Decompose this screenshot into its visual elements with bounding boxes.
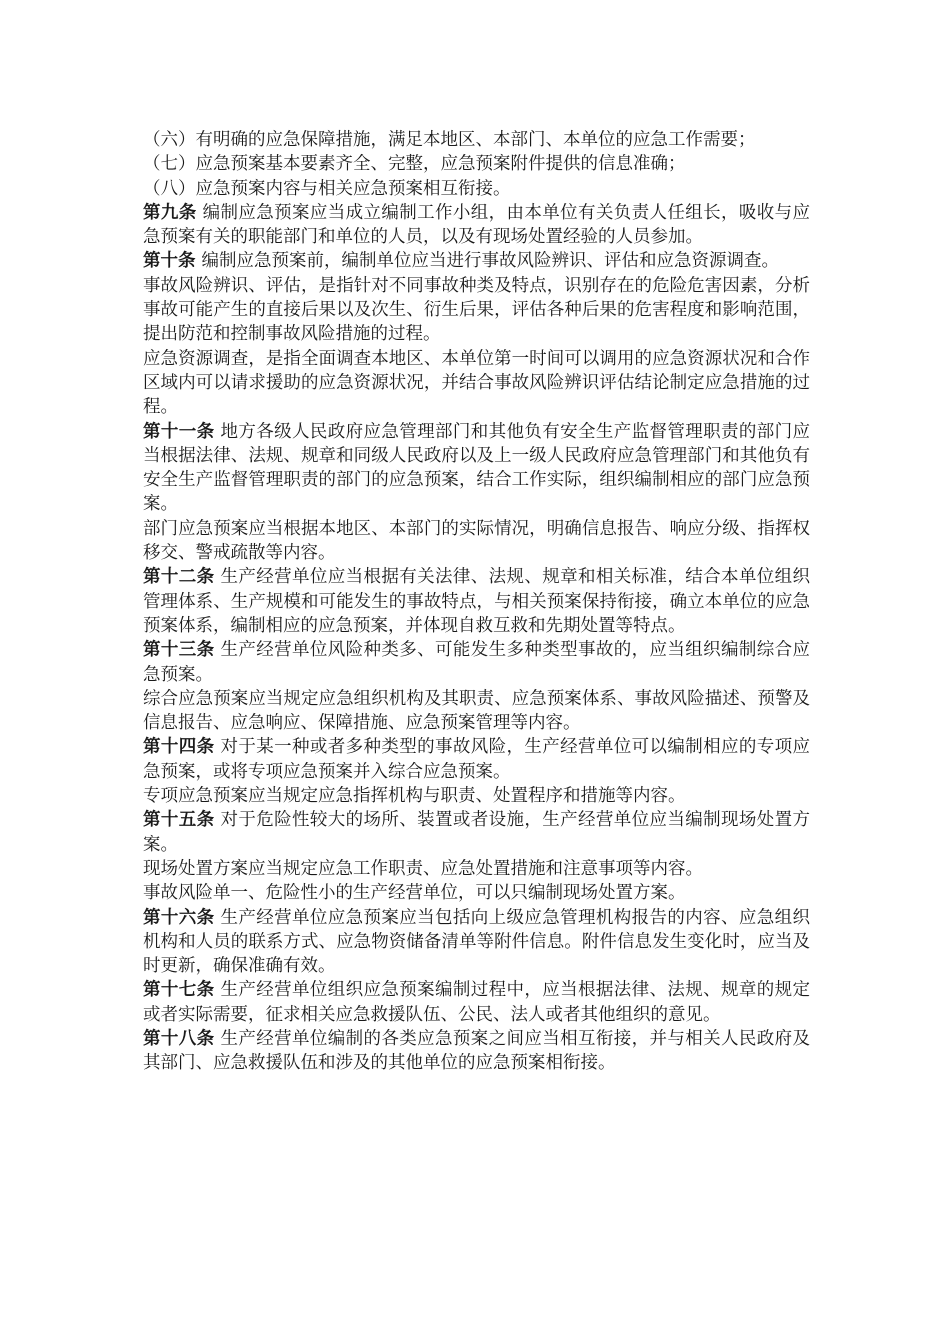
article-number: 第十条 (143, 251, 196, 272)
paragraph-text: 部门应急预案应当根据本地区、本部门的实际情况，明确信息报告、响应分级、指挥权移交、警戒疏散等内容。 (143, 518, 810, 564)
paragraph-text: 专项应急预案应当规定应急指挥机构与职责、处置程序和措施等内容。 (143, 786, 686, 807)
body-paragraph (143, 517, 810, 566)
article-paragraph (143, 638, 810, 687)
article-number: 第十二条 (143, 567, 215, 588)
body-paragraph (143, 274, 810, 347)
document-body (143, 128, 810, 1076)
body-paragraph (143, 857, 810, 881)
article-paragraph (143, 201, 810, 250)
paragraph-text: 编制应急预案应当成立编制工作小组，由本单位有关负责人任组长，吸收与应急预案有关的职能部门和单位的人员，以及有现场处置经验的人员参加。 (143, 202, 810, 248)
article-paragraph (143, 249, 810, 273)
body-paragraph (143, 152, 810, 176)
paragraph-text: 生产经营单位风险种类多、可能发生多种类型事故的，应当组织编制综合应急预案。 (143, 640, 810, 685)
article-paragraph (143, 565, 810, 638)
paragraph-text: 应急资源调查，是指全面调查本地区、本单位第一时间可以调用的应急资源状况和合作区域内可以请求援助的应急资源状况，并结合事故风险辨识评估结论制定应急措施的过程。 (143, 348, 810, 418)
paragraph-text: 事故风险单一、危险性小的生产经营单位，可以只编制现场处置方案。 (143, 883, 686, 904)
article-paragraph (143, 420, 810, 517)
paragraph-text: 生产经营单位编制的各类应急预案之间应当相互衔接，并与相关人民政府及其部门、应急救援队伍和涉及的其他单位的应急预案相衔接。 (143, 1028, 810, 1074)
paragraph-text: （七）应急预案基本要素齐全、完整，应急预案附件提供的信息准确； (143, 154, 686, 175)
paragraph-text: 生产经营单位应当根据有关法律、法规、规章和相关标准，结合本单位组织管理体系、生产规模和可能发生的事故特点，与相关预案保持衔接，确立本单位的应急预案体系，编制相应的应急预案，并体现自救互救和先期处置等特点。 (143, 567, 810, 636)
paragraph-text: 综合应急预案应当规定应急组织机构及其职责、应急预案体系、事故风险描述、预警及信息报告、应急响应、保障措施、应急预案管理等内容。 (143, 688, 810, 734)
paragraph-text: 对于某一种或者多种类型的事故风险，生产经营单位可以编制相应的专项应急预案，或将专项应急预案并入综合应急预案。 (143, 737, 810, 782)
article-paragraph (143, 808, 810, 857)
body-paragraph (143, 128, 810, 152)
article-number: 第十七条 (143, 980, 215, 1001)
article-number: 第十四条 (143, 737, 215, 758)
article-paragraph (143, 735, 810, 784)
body-paragraph (143, 687, 810, 736)
body-paragraph (143, 784, 810, 808)
article-number: 第十六条 (143, 907, 215, 928)
body-paragraph (143, 347, 810, 420)
paragraph-text: 地方各级人民政府应急管理部门和其他负有安全生产监督管理职责的部门应当根据法律、法规、规章和同级人民政府以及上一级人民政府应急管理部门和其他负有安全生产监督管理职责的部门的应急预案，结合工作实际，组织编制相应的部门应急预案。 (143, 421, 810, 515)
paragraph-text: 编制应急预案前，编制单位应当进行事故风险辨识、评估和应急资源调查。 (201, 251, 779, 272)
article-number: 第十八条 (143, 1028, 215, 1049)
paragraph-text: （六）有明确的应急保障措施，满足本地区、本部门、本单位的应急工作需要； (143, 130, 756, 150)
article-paragraph (143, 1027, 810, 1076)
body-paragraph (143, 881, 810, 905)
body-paragraph (143, 177, 810, 201)
article-number: 第十三条 (143, 640, 215, 661)
article-number: 第十一条 (143, 421, 215, 442)
paragraph-text: （八）应急预案内容与相关应急预案相互衔接。 (143, 178, 511, 199)
article-number: 第十五条 (143, 810, 215, 831)
paragraph-text: 生产经营单位组织应急预案编制过程中，应当根据法律、法规、规章的规定或者实际需要，征求相关应急救援队伍、公民、法人或者其他组织的意见。 (143, 980, 810, 1025)
paragraph-text: 对于危险性较大的场所、装置或者设施，生产经营单位应当编制现场处置方案。 (143, 810, 810, 855)
paragraph-text: 现场处置方案应当规定应急工作职责、应急处置措施和注意事项等内容。 (143, 858, 703, 879)
article-paragraph (143, 906, 810, 979)
paragraph-text: 事故风险辨识、评估，是指针对不同事故种类及特点，识别存在的危险危害因素，分析事故可能产生的直接后果以及次生、衍生后果，评估各种后果的危害程度和影响范围，提出防范和控制事故风险措施的过程。 (143, 275, 810, 345)
article-number: 第九条 (143, 202, 197, 223)
paragraph-text: 生产经营单位应急预案应当包括向上级应急管理机构报告的内容、应急组织机构和人员的联系方式、应急物资储备清单等附件信息。附件信息发生变化时，应当及时更新，确保准确有效。 (143, 907, 810, 977)
article-paragraph (143, 978, 810, 1027)
